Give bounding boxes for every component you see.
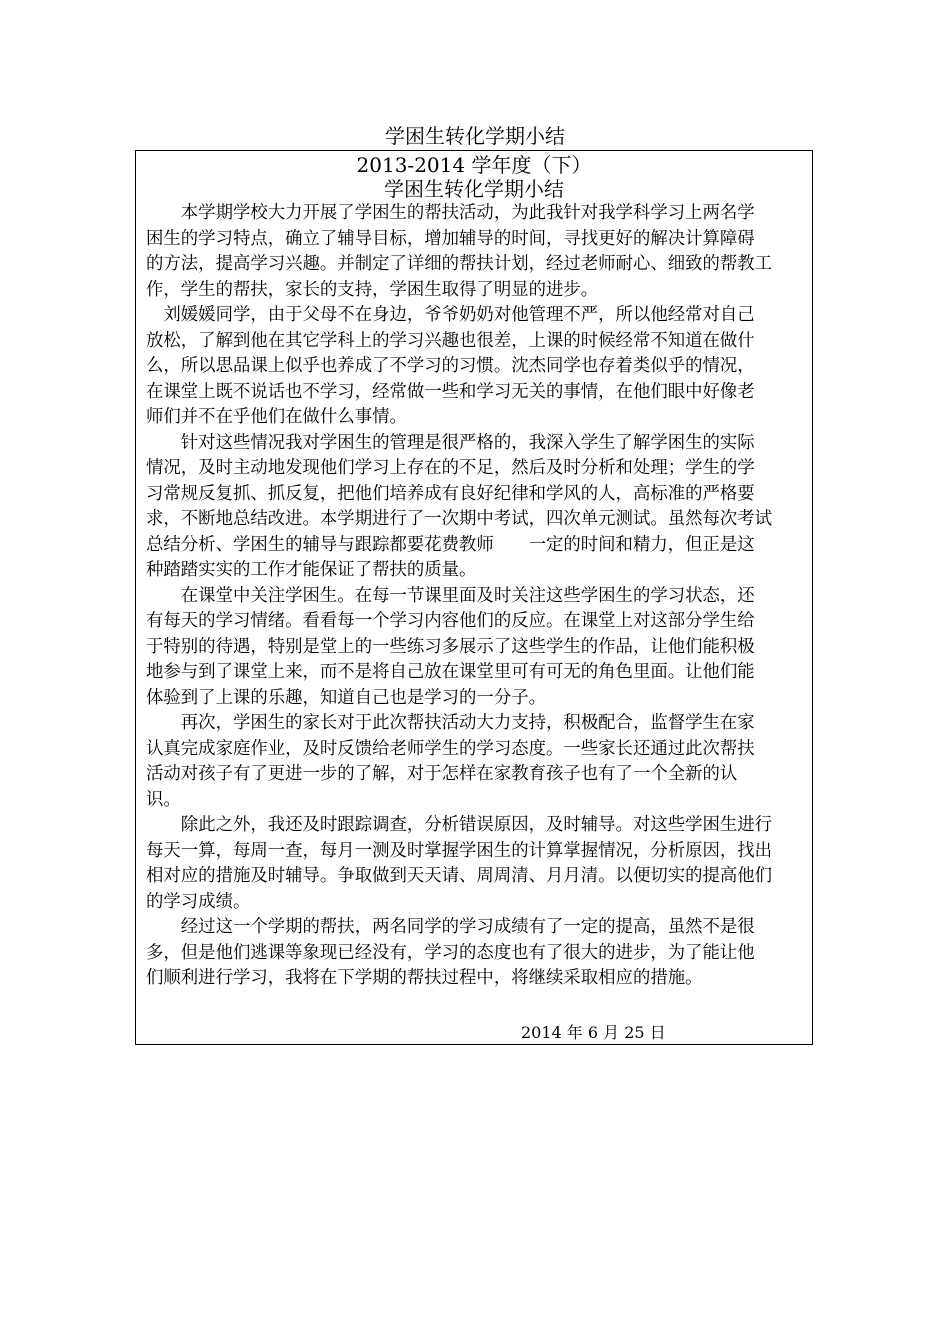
paragraph-line: 的学习成绩。 [146, 891, 251, 912]
paragraph-line: 在课堂中关注学困生。在每一节课里面及时关注这些学困生的学习状态，还 [146, 585, 755, 606]
paragraph-line: 有每天的学习情绪。看看每一个学习内容他们的反应。在课堂上对这部分学生给 [146, 611, 755, 631]
paragraph-line: 们顺利进行学习，我将在下学期的帮扶过程中，将继续采取相应的措施。 [146, 968, 703, 988]
paragraph-line: 刘媛媛同学，由于父母不在身边，爷爷奶奶对他管理不严，所以他经常对自己 [146, 305, 755, 325]
paragraph-line: 习常规反复抓、抓反复，把他们培养成有良好纪律和学风的人，高标准的严格要 [146, 483, 755, 504]
paragraph-line: 的方法，提高学习兴趣。并制定了详细的帮扶计划，经过老师耐心、细致的帮教工 [146, 254, 773, 274]
paragraph-line: 体验到了上课的乐趣，知道自己也是学习的一分子。 [146, 687, 546, 708]
paragraph-line: 地参与到了课堂上来，而不是将自己放在课堂里可有可无的角色里面。让他们能 [146, 662, 755, 682]
document-title: 学困生转化学期小结 [385, 124, 565, 148]
paragraph [146, 303, 806, 431]
paragraph-line: 求，不断地总结改进。本学期进行了一次期中考试，四次单元测试。虽然每次考试 [146, 509, 773, 529]
paragraph-line: 作，学生的帮扶，家长的支持，学困生取得了明显的进步。 [146, 279, 599, 300]
summary-heading: 学困生转化学期小结 [384, 177, 564, 201]
paragraph-line: 经过这一个学期的帮扶，两名同学的学习成绩有了一定的提高，虽然不是很 [146, 917, 755, 937]
paragraph-line: 识。 [146, 789, 181, 810]
paragraph-line: 再次，学困生的家长对于此次帮扶活动大力支持，积极配合，监督学生在家 [146, 713, 755, 733]
report-date: 2014 年 6 月 25 日 [521, 1023, 666, 1042]
paragraph-line: 本学期学校大力开展了学困生的帮扶活动，为此我针对我学科学习上两名学 [146, 203, 755, 223]
summary-frame [135, 150, 813, 1045]
paragraph [146, 711, 806, 813]
paragraph-line: 每天一算，每周一查，每月一测及时掌握学困生的计算掌握情况，分析原因，找出 [146, 840, 773, 861]
school-year-heading: 2013-2014 学年度（下） [356, 153, 592, 177]
paragraph-line: 针对这些情况我对学困生的管理是很严格的，我深入学生了解学困生的实际 [146, 432, 755, 453]
paragraph-line: 情况，及时主动地发现他们学习上存在的不足，然后及时分析和处理；学生的学 [146, 458, 755, 478]
paragraph [146, 813, 806, 915]
paragraph [146, 584, 806, 712]
paragraph-line: 么，所以思品课上似乎也养成了不学习的习惯。沈杰同学也存着类似乎的情况， [146, 356, 755, 376]
paragraph [146, 201, 806, 303]
paragraph-line: 于特别的待遇，特别是堂上的一些练习多展示了这些学生的作品，让他们能积极 [146, 636, 755, 657]
paragraph-line: 相对应的措施及时辅导。争取做到天天请、周周清、月月清。以便切实的提高他们 [146, 866, 773, 886]
paragraph-line: 认真完成家庭作业，及时反馈给老师学生的学习态度。一些家长还通过此次帮扶 [146, 738, 755, 759]
summary-body [146, 201, 806, 992]
paragraph-line: 在课堂上既不说话也不学习，经常做一些和学习无关的事情，在他们眼中好像老 [146, 381, 755, 402]
paragraph [146, 431, 806, 584]
paragraph-line: 多，但是他们逃课等象现已经没有，学习的态度也有了很大的进步，为了能让他 [146, 942, 755, 963]
paragraph [146, 915, 806, 992]
paragraph-line: 放松，了解到他在其它学科上的学习兴趣也很差，上课的时候经常不知道在做什 [146, 330, 755, 351]
paragraph-line: 除此之外，我还及时跟踪调查，分析错误原因，及时辅导。对这些学困生进行 [146, 815, 773, 835]
paragraph-line: 总结分析、学困生的辅导与跟踪都要花费教师 一定的时间和精力，但正是这 [146, 534, 755, 555]
paragraph-line: 师们并不在乎他们在做什么事情。 [146, 407, 407, 427]
paragraph-line: 困生的学习特点，确立了辅导目标，增加辅导的时间，寻找更好的解决计算障碍 [146, 228, 755, 249]
paragraph-line: 种踏踏实实的工作才能保证了帮扶的质量。 [146, 560, 477, 580]
paragraph-line: 活动对孩子有了更进一步的了解，对于怎样在家教育孩子也有了一个全新的认 [146, 764, 738, 784]
